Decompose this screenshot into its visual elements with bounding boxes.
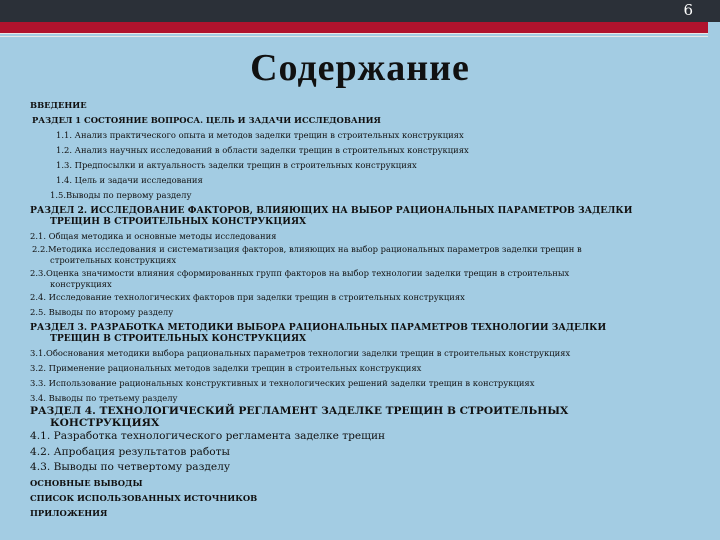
toc-section-2: РАЗДЕЛ 2. ИССЛЕДОВАНИЕ ФАКТОРОВ, ВЛИЯЮЩИХ НА ВЫБОР РАЦИОНАЛЬНЫХ ПАРАМЕТРОВ ЗАДЕЛКИ	[30, 205, 633, 216]
toc-section-1: РАЗДЕЛ 1 СОСТОЯНИЕ ВОПРОСА. ЦЕЛЬ И ЗАДАЧИ ИССЛЕДОВАНИЯ	[32, 115, 381, 125]
toc-section-2-cont: ТРЕЩИН В СТРОИТЕЛЬНЫХ КОНСТРУКЦИЯХ	[50, 216, 307, 227]
toc-item-3-3: 3.3. Использование рациональных конструктивных и технологических решений заделки трещин в конструкциях	[30, 378, 535, 388]
toc-intro: ВВЕДЕНИЕ	[30, 100, 87, 110]
toc-section-4-cont: КОНСТРУКЦИЯХ	[50, 416, 160, 429]
toc-item-1-5: 1.5.Выводы по первому разделу	[50, 190, 192, 200]
toc-item-4-1: 4.1. Разработка технологического регламента заделке трещин	[30, 430, 386, 442]
toc-sources: СПИСОК ИСПОЛЬЗОВАННЫХ ИСТОЧНИКОВ	[30, 492, 258, 503]
toc-item-2-1: 2.1. Общая методика и основные методы исследования	[30, 231, 277, 241]
divider-line	[0, 33, 708, 34]
toc-item-2-3: 2.3.Оценка значимости влияния сформированных групп факторов на выбор технологии заделки трещин в строительных	[30, 268, 570, 278]
toc-item-1-4: 1.4. Цель и задачи исследования	[56, 175, 203, 185]
toc-item-2-2: 2.2.Методика исследования и систематизация факторов, влияющих на выбор рациональных параметров заделки трещин в	[32, 244, 582, 254]
slide-top-bar	[0, 0, 720, 22]
page-number: 6	[683, 1, 693, 19]
toc-item-3-1: 3.1.Обоснования методики выбора рациональных параметров технологии заделки трещин в строительных конструкциях	[30, 348, 571, 358]
toc-section-3: РАЗДЕЛ 3. РАЗРАБОТКА МЕТОДИКИ ВЫБОРА РАЦИОНАЛЬНЫХ ПАРАМЕТРОВ ТЕХНОЛОГИИ ЗАДЕЛКИ	[30, 322, 607, 333]
toc-item-2-4: 2.4. Исследование технологических факторов при заделки трещин в строительных конструкциях	[30, 292, 465, 302]
page-title: Содержание	[250, 47, 470, 89]
toc-appendix: ПРИЛОЖЕНИЯ	[30, 507, 108, 518]
toc-item-2-5: 2.5. Выводы по второму разделу	[30, 307, 174, 317]
toc-item-1-3: 1.3. Предпосылки и актуальность заделки трещин в строительных конструкциях	[56, 160, 417, 170]
slide-accent-bar	[0, 22, 708, 33]
toc-item-4-3: 4.3. Выводы по четвертому разделу	[30, 461, 231, 473]
divider-line	[0, 36, 708, 37]
toc-conclusions: ОСНОВНЫЕ ВЫВОДЫ	[30, 477, 143, 488]
table-of-contents	[30, 98, 680, 521]
toc-item-2-3-cont: конструкциях	[50, 279, 112, 289]
toc-section-4: РАЗДЕЛ 4. ТЕХНОЛОГИЧЕСКИЙ РЕГЛАМЕНТ ЗАДЕЛКЕ ТРЕЩИН В СТРОИТЕЛЬНЫХ	[30, 405, 569, 417]
toc-item-3-2: 3.2. Применение рациональных методов заделки трещин в строительных конструкциях	[30, 363, 422, 373]
toc-item-1-2: 1.2. Анализ научных исследований в области заделки трещин в строительных конструкциях	[56, 145, 469, 155]
toc-item-2-2-cont: строительных конструкциях	[50, 255, 177, 265]
toc-item-3-4: 3.4. Выводы по третьему разделу	[30, 393, 178, 403]
toc-item-1-1: 1.1. Анализ практического опыта и методов заделки трещин в строительных конструкциях	[56, 130, 464, 140]
toc-item-4-2: 4.2. Апробация результатов работы	[30, 445, 230, 458]
toc-section-3-cont: ТРЕЩИН В СТРОИТЕЛЬНЫХ КОНСТРУКЦИЯХ	[50, 333, 307, 344]
